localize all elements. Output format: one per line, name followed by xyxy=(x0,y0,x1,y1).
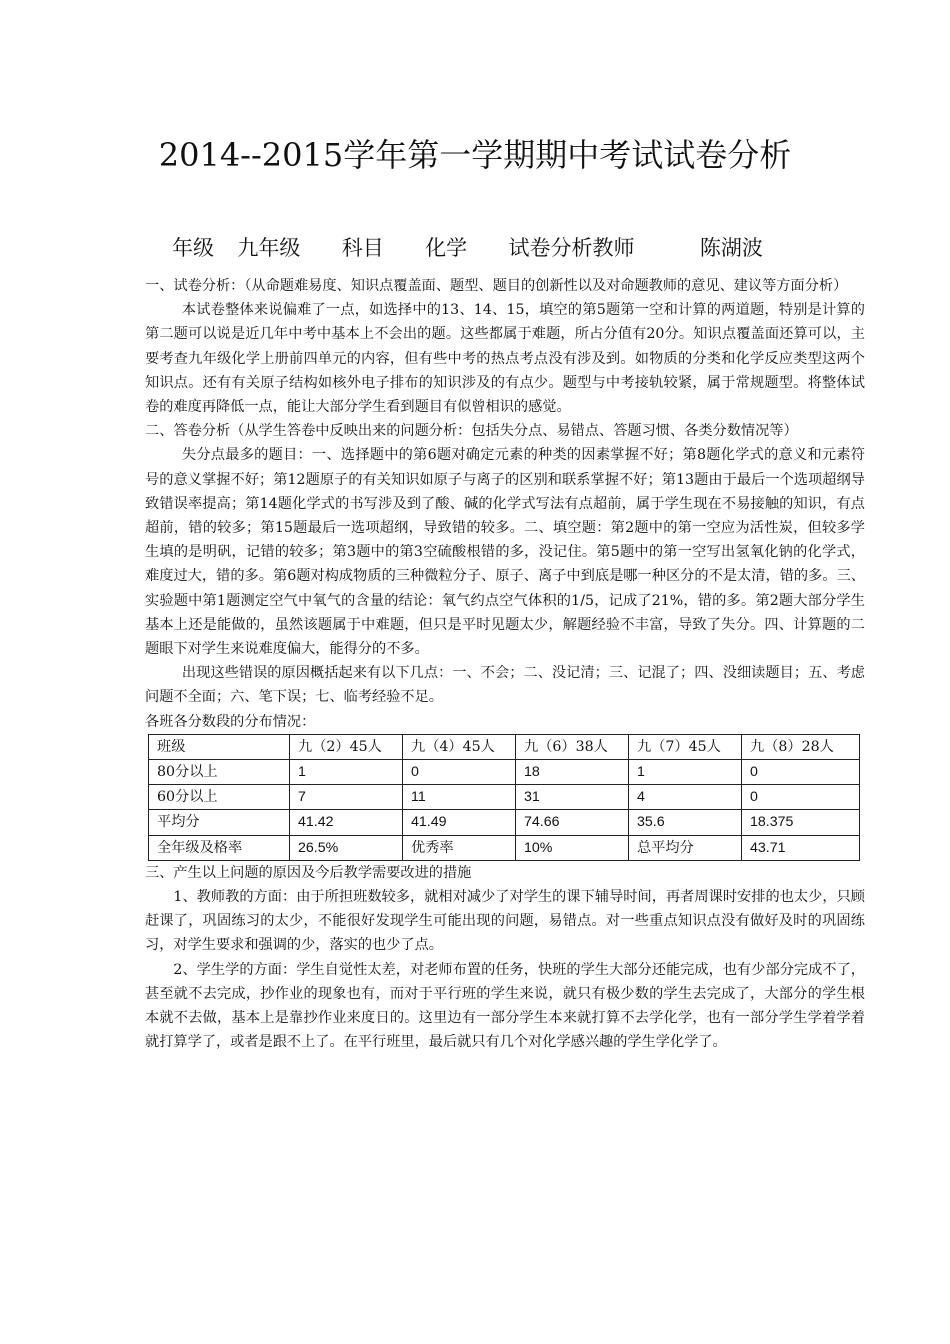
section3-paragraph-1: 1、教师教的方面：由于所担班数较多，就相对减少了对学生的课下辅导时间，再者周课时安排的也太少，只顾赶课了，巩固练习的太少，不能很好发现学生可能出现的问题，易错点。对一些重点知识点没有做好及时的巩固练习，对学生要求和强调的少，落实的也少了点。 xyxy=(145,889,865,954)
table-cell: 1 xyxy=(629,760,742,785)
table-cell: 0 xyxy=(742,760,860,785)
table-header-cell: 九（7）45人 xyxy=(629,734,742,759)
subject-value: 化学 xyxy=(425,236,468,260)
table-row xyxy=(149,810,860,835)
table-cell: 31 xyxy=(516,785,629,810)
table-cell: 35.6 xyxy=(629,810,742,835)
table-caption: 各班各分数段的分布情况： xyxy=(145,713,316,730)
table-cell: 26.5% xyxy=(290,835,403,860)
section1-paragraph: 本试卷整体来说偏难了一点，如选择中的13、14、15，填空的第5题第一空和计算的两道题，特别是计算的第二题可以说是近几年中考中基本上不会出的题。这些都属于难题，所占分值有20分。知识点覆盖面还算可以，主要考查九年级化学上册前四单元的内容，但有些中考的热点考点没有涉及到。如物质的分类和化学反应类型这两个知识点。还有有关原子结构如核外电子排布的知识涉及的有点少。题型与中考接轨较紧，属于常规题型。将整体试卷的难度再降低一点，能让大部分学生看到题目有似曾相识的感觉。 xyxy=(145,302,865,416)
table-row xyxy=(149,835,860,860)
table-cell: 74.66 xyxy=(516,810,629,835)
table-header-cell: 九（8）28人 xyxy=(742,734,860,759)
table-row xyxy=(149,785,860,810)
table-cell: 0 xyxy=(403,760,516,785)
table-cell: 10% xyxy=(516,835,629,860)
table-cell: 43.71 xyxy=(742,835,860,860)
teacher-value: 陈湖波 xyxy=(699,236,763,260)
teacher-label: 试卷分析教师 xyxy=(508,236,635,260)
document-body xyxy=(145,274,865,1055)
score-distribution-table xyxy=(148,734,860,861)
table-cell: 总平均分 xyxy=(629,835,742,860)
section2-heading: 二、答卷分析（从学生答卷中反映出来的问题分析：包括失分点、易错点、答题习惯、各类分数情况等） xyxy=(145,423,798,440)
section2-paragraph-2: 出现这些错误的原因概括起来有以下几点：一、不会；二、没记清；三、记混了；四、没细读题目；五、考虑问题不全面；六、笔下误；七、临考经验不足。 xyxy=(145,665,865,706)
table-cell: 1 xyxy=(290,760,403,785)
table-cell: 11 xyxy=(403,785,516,810)
section2-paragraph-1: 失分点最多的题目：一、选择题中的第6题对确定元素的种类的因素掌握不好；第8题化学式的意义和元素符号的意义掌握不好；第12题原子的有关知识如原子与离子的区别和联系掌握不好；第13题由于最后一个选项超纲导致错误率提高；第14题化学式的书写涉及到了酸、碱的化学式写法有点超前，属于学生现在不易接触的知识，有点超前，错的较多；第15题最后一选项超纲，导致错的较多。二、填空题：第2题中的第一空应为活性炭，但较多学生填的是明矾，记错的较多；第3题中的第3空硫酸根错的多，没记住。第5题中的第一空写出氢氧化钠的化学式，难度过大，错的多。第6题对构成物质的三种微粒分子、原子、离子中到底是哪一种区分的不是太清，错的多。三、实验题中第1题测定空气中氧气的含量的结论：氧气约点空气体积的1/5，记成了21%，错的多。第2题大部分学生基本上还是能做的，虽然该题属于中难题，但只是平时见题太少，解题经验不丰富，导致了失分。四、计算题的二题眼下对学生来说难度偏大，能得分的不多。 xyxy=(145,447,865,658)
table-cell: 80分以上 xyxy=(149,760,290,785)
table-cell: 全年级及格率 xyxy=(149,835,290,860)
table-cell: 41.49 xyxy=(403,810,516,835)
grade-label: 年级 xyxy=(172,236,214,260)
table-cell: 4 xyxy=(629,785,742,810)
page-title: 2014--2015学年第一学期期中考试试卷分析 xyxy=(158,136,792,174)
section1-heading: 一、试卷分析：（从命题难易度、知识点覆盖面、题型、题目的创新性以及对命题教师的意见、建议等方面分析） xyxy=(145,278,848,294)
table-cell: 平均分 xyxy=(149,810,290,835)
table-header-row xyxy=(149,734,860,759)
table-cell: 41.42 xyxy=(290,810,403,835)
table-cell: 18.375 xyxy=(742,810,860,835)
table-cell: 优秀率 xyxy=(403,835,516,860)
section3-paragraph-2: 2、学生学的方面：学生自觉性太差，对老师布置的任务，快班的学生大部分还能完成，也有少部分完成不了，甚至就不去完成，抄作业的现象也有，而对于平行班的学生来说，就只有极少数的学生去完成了，大部分的学生根本就不去做，基本上是靠抄作业来度日的。这里边有一部分学生本来就打算不去学化学，也有一部分学生学着学着就打算学了，或者是跟不上了。在平行班里，最后就只有几个对化学感兴趣的学生学化学了。 xyxy=(145,961,865,1051)
table-header-cell: 九（6）38人 xyxy=(516,734,629,759)
table-row xyxy=(149,760,860,785)
grade-value: 九年级 xyxy=(237,236,301,260)
section3-heading: 三、产生以上问题的原因及今后教学需要改进的措施 xyxy=(145,864,472,881)
table-header-cell: 九（2）45人 xyxy=(290,734,403,759)
table-header-cell: 班级 xyxy=(149,734,290,759)
table-cell: 60分以上 xyxy=(149,785,290,810)
table-cell: 7 xyxy=(290,785,403,810)
subject-label: 科目 xyxy=(341,236,384,260)
table-cell: 18 xyxy=(516,760,629,785)
table-cell: 0 xyxy=(742,785,860,810)
document-meta xyxy=(172,232,763,262)
table-header-cell: 九（4）45人 xyxy=(403,734,516,759)
